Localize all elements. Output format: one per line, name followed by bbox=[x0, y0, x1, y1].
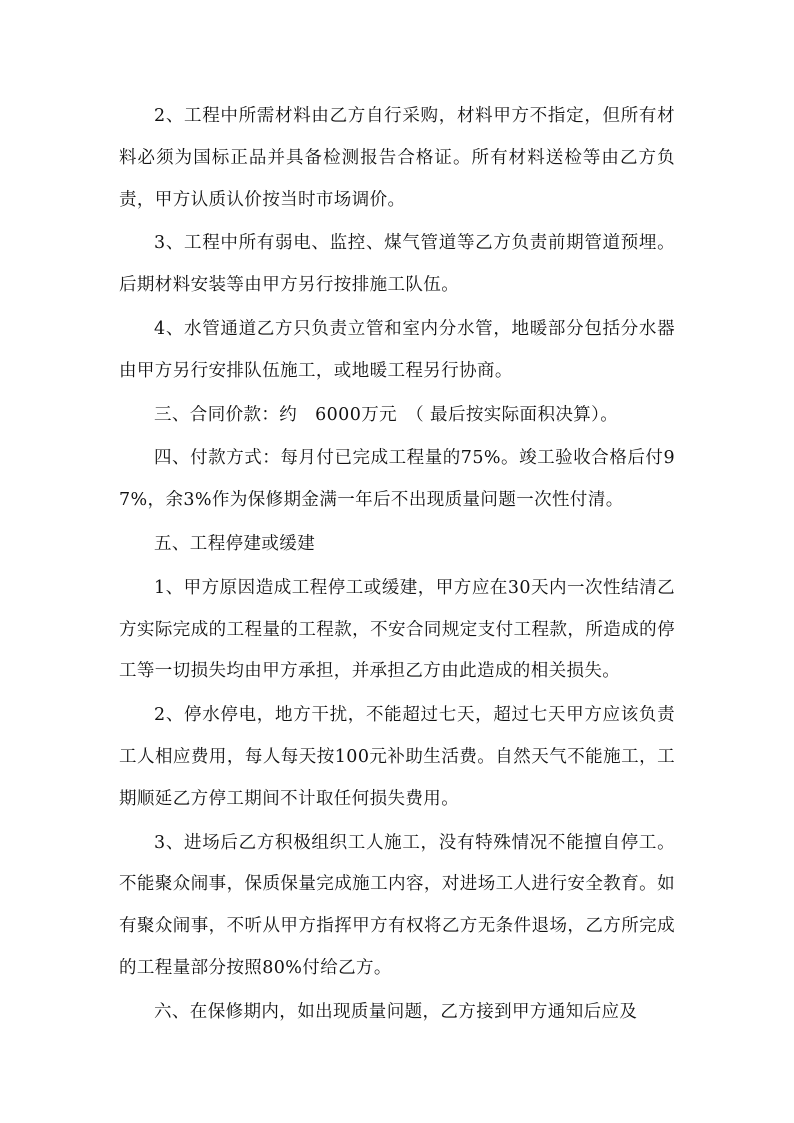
clause-contract-price: 三、合同价款：约 6000万元 （ 最后按实际面积决算）。 bbox=[154, 404, 619, 425]
clause-water-power-outage: 2、停水停电，地方干扰，不能超过七天，超过七天甲方应该负责工人相应费用，每人每天按100元补助生活费。自然天气不能施工，工期顺延乙方停工期间不计取任何损失费用。 bbox=[119, 705, 675, 809]
clause-payment-method: 四、付款方式：每月付已完成工程量的75%。竣工验收合格后付97%，余3%作为保修期金满一年后不出现质量问题一次性付清。 bbox=[119, 448, 675, 511]
document-body bbox=[119, 96, 675, 1036]
clause-site-conduct: 3、进场后乙方积极组织工人施工，没有特殊情况不能擅自停工。不能聚众闹事，保质保量完成施工内容，对进场工人进行安全教育。如有聚众闹事，不听从甲方指挥甲方有权将乙方无条件退场，乙方所完成的工程量部分按照80%付给乙方。 bbox=[119, 832, 675, 978]
section-heading-suspension: 五、工程停建或缓建 bbox=[154, 533, 316, 554]
clause-warranty-period: 六、在保修期内，如出现质量问题，乙方接到甲方通知后应及 bbox=[154, 1001, 638, 1022]
clause-suspension-by-party-a: 1、甲方原因造成工程停工或缓建，甲方应在30天内一次性结清乙方实际完成的工程量的工程款，不安合同规定支付工程款，所造成的停工等一切损失均由甲方承担，并承担乙方由此造成的相关损失。 bbox=[119, 577, 675, 682]
clause-weak-current-pipes: 3、工程中所有弱电、监控、煤气管道等乙方负责前期管道预埋。后期材料安装等由甲方另行按排施工队伍。 bbox=[119, 233, 675, 296]
clause-water-pipes: 4、水管通道乙方只负责立管和室内分水管，地暖部分包括分水器由甲方另行安排队伍施工，或地暖工程另行协商。 bbox=[119, 318, 675, 381]
clause-materials: 2、工程中所需材料由乙方自行采购，材料甲方不指定，但所有材料必须为国标正品并具备检测报告合格证。所有材料送检等由乙方负责，甲方认质认价按当时市场调价。 bbox=[119, 106, 675, 210]
